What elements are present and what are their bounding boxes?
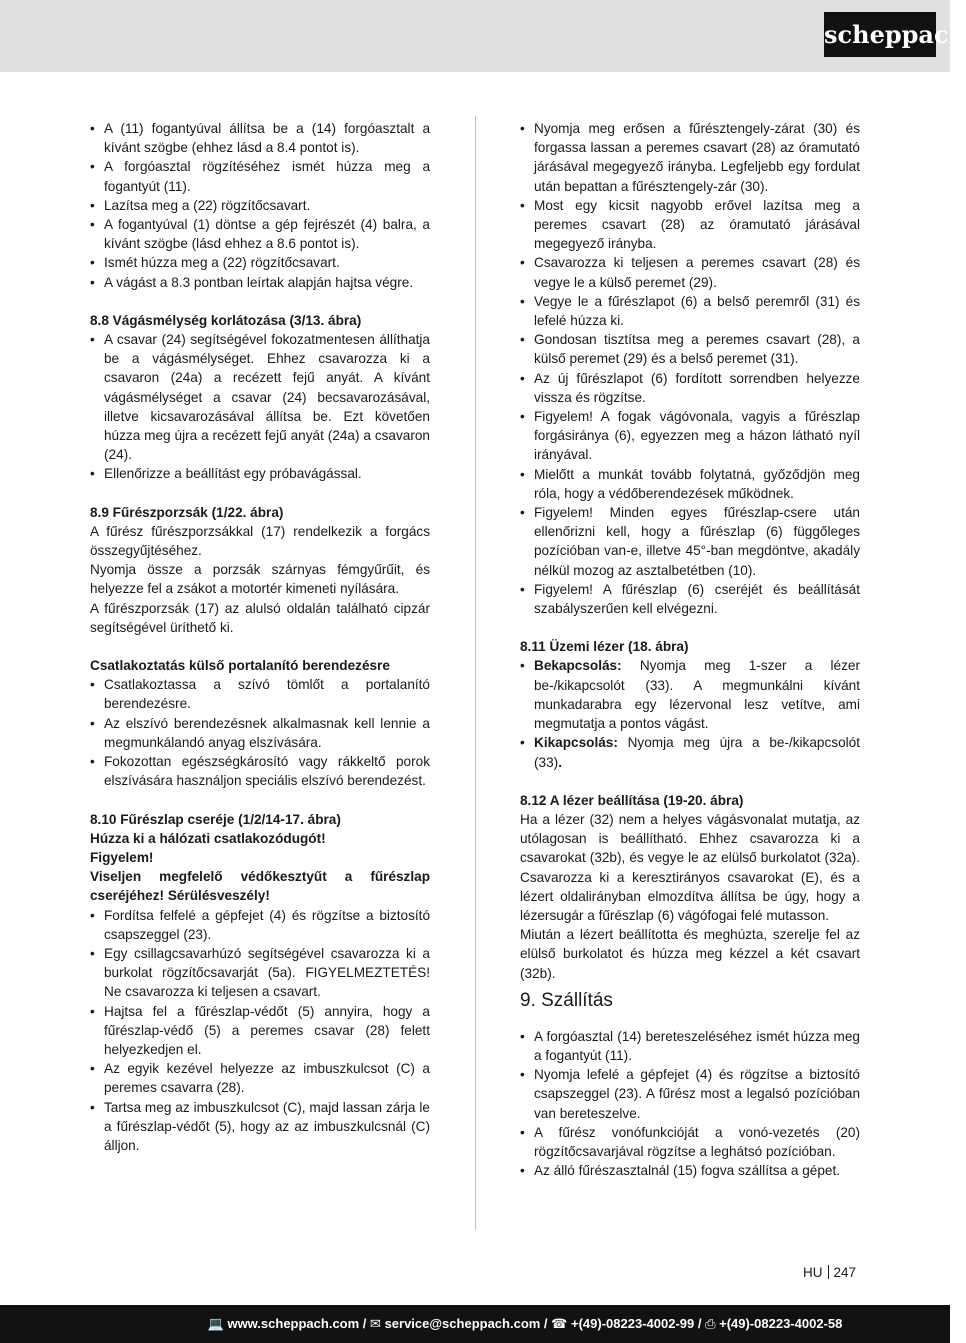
footer-email[interactable]: service@scheppach.com / [384, 1316, 548, 1331]
paragraph: Ha a lézer (32) nem a helyes vágásvonalat mutatja, az utólagosan is beállítható. Ehhez csavarozza ki a csavarokat (32b), és vegye le az elülső burkolatot (32a). Csavarozza ki a keresztirányos csavarokat (E), és a lézert oldalirányban elmozdítva állítsa be úgy, hogy a lézersugár a fűrészlap (6) vágófogai felé mutasson. [520, 811, 860, 923]
bullet-item: • A forgóasztal (14) bereteszeléséhez ismét húzza meg a fogantyút (11). [520, 1027, 860, 1065]
bullet-item: • Az új fűrészlapot (6) fordított sorrendben helyezze vissza és rögzítse. [520, 369, 860, 407]
laser-off-end: . [558, 754, 562, 770]
laser-on-item [520, 656, 860, 733]
bullet-item: • A csavar (24) segítségével fokozatmentesen állíthatja be a vágásmélységet. Ehhez csavarozza ki a csavaron (24a) a recézett fejű anyát. A kívánt vágásmélységet a csavar (24) becsavarozásával, illetve kicsavarozásával állítsa be. Ezt követően húzza meg újra a recézett fejű anyát (24a) a csavaron (24). [90, 330, 430, 464]
section-8-10-list [90, 906, 430, 1156]
bullet-item: • Figyelem! Minden egyes fűrészlap-csere után ellenőrizni kell, hogy a fűrészlap (6) függőleges pozícióban van-e, illetve 45°-ban megdöntve, akadály nélkül mozog az asztalbetétben (10). [520, 503, 860, 580]
footer-bar [0, 1305, 950, 1343]
bullet-item: • Figyelem! A fűrészlap (6) cseréjét és beállítását szabályszerűen kell elvégezni. [520, 580, 860, 618]
column-divider [475, 116, 476, 1230]
bullet-item: • Ismét húzza meg a (22) rögzítőcsavart. [90, 253, 430, 272]
footer-phone: +(49)-08223-4002-99 / [571, 1316, 702, 1331]
bullet-item: • Hajtsa fel a fűrészlap-védőt (5) annyira, hogy a fűrészlap-védő (5) a peremes csavar (28) felett helyezkedjen el. [90, 1002, 430, 1060]
footer-website[interactable]: www.scheppach.com / [227, 1316, 367, 1331]
bullet-item: • A vágást a 8.3 pontban leírtak alapján hajtsa végre. [90, 273, 430, 292]
laser-off-item [520, 733, 860, 771]
bullet-item: • A (11) fogantyúval állítsa be a (14) forgóasztalt a kívánt szögbe (ehhez lásd a 8.4 pontot is). [90, 119, 430, 157]
laser-on-text: Nyomja meg 1-szer a lézer be-/kikapcsolót (33). A megmunkálni kívánt munkadarabra egy lézervonal lesz vetítve, ami megmutatja a pontos vágást. [534, 658, 860, 732]
section-8-9-text [90, 522, 430, 637]
chapter-9-list [520, 1027, 860, 1181]
bullet-item: • Csavarozza ki teljesen a peremes csavart (28) és vegye le a külső peremet (29). [520, 253, 860, 291]
bullet-item: • Vegye le a fűrészlapot (6) a belső peremről (31) és lefelé húzza ki. [520, 292, 860, 330]
dust-extraction-title: Csatlakoztatás külső portalanító berendezésre [90, 658, 390, 674]
mail-icon: ✉ [370, 1316, 381, 1331]
section-8-11-title: 8.11 Üzemi lézer (18. ábra) [520, 639, 689, 655]
bullet-item: • Tartsa meg az imbuszkulcsot (C), majd lassan zárja le a fűrészlap-védőt (5), hogy az az imbuszkulcsnál (C) álljon. [90, 1098, 430, 1156]
computer-icon: 💻 [207, 1316, 224, 1331]
left-column [90, 119, 430, 1155]
bullet-item: • Csatlakoztassa a szívó tömlőt a portalanító berendezésre. [90, 675, 430, 713]
section-8-12-title: 8.12 A lézer beállítása (19-20. ábra) [520, 792, 744, 808]
dust-extraction-list [90, 675, 430, 790]
right-column [520, 119, 860, 1180]
page-separator [828, 1265, 829, 1279]
paragraph: Miután a lézert beállította és meghúzta, szerelje fel az elülső burkolatot és húzza meg kézzel a két csavart (32b). [520, 927, 860, 981]
unplug-warning: Húzza ki a hálózati csatlakozódugót! [90, 830, 326, 846]
section-8-9-title: 8.9 Fűrészporzsák (1/22. ábra) [90, 504, 284, 520]
laser-on-label: Bekapcsolás: [534, 658, 622, 674]
bullet-item: • Mielőtt a munkát tovább folytatná, győződjön meg róla, hogy a védőberendezések működnek. [520, 465, 860, 503]
chapter-9-title: 9. Szállítás [520, 989, 613, 1011]
bullet-item: • Gondosan tisztítsa meg a peremes csavart (28), a külső peremet (29) és a belső peremet (31). [520, 330, 860, 368]
bullet-item: • A forgóasztal rögzítéséhez ismét húzza meg a fogantyút (11). [90, 157, 430, 195]
header-band [0, 0, 950, 72]
bullet-item: • Nyomja lefelé a gépfejet (4) és rögzítse a biztosító csapszeggel (23). A fűrész most a legalsó pozícióban van bereteszelve. [520, 1065, 860, 1123]
page-lang: HU [803, 1265, 823, 1280]
paragraph: A fűrészporzsák (17) az alulsó oldalán található cipzár segítségével üríthető ki. [90, 600, 430, 635]
scheppach-logo: scheppach [824, 12, 936, 57]
bullet-item: • Fokozottan egészségkárosító vagy rákkeltő porok elszívására használjon speciális elszívó berendezést. [90, 752, 430, 790]
bullet-item: • A fogantyúval (1) döntse a gép fejrészét (4) balra, a kívánt szögbe (lásd ehhez a 8.6 pontot is). [90, 215, 430, 253]
bullet-item: • Ellenőrizze a beállítást egy próbavágással. [90, 464, 430, 483]
bullet-item: • Most egy kicsit nagyobb erővel lazítsa meg a peremes csavart (28) az óramutató járásával megegyező irányba. [520, 196, 860, 254]
attention-label: Figyelem! [90, 849, 154, 865]
laser-off-label: Kikapcsolás: [534, 735, 618, 751]
page-number-value: 247 [833, 1265, 857, 1280]
bullet-item: • Lazítsa meg a (22) rögzítőcsavart. [90, 196, 430, 215]
intro-bullet-list [90, 119, 430, 292]
bullet-item: • Figyelem! A fogak vágóvonala, vagyis a fűrészlap forgásiránya (6), egyezzen meg a házon látható nyíl irányával. [520, 407, 860, 465]
bullet-item: • Az álló fűrészasztalnál (15) fogva szállítsa a gépet. [520, 1161, 860, 1180]
fax-icon: ⎙ [705, 1316, 716, 1331]
section-8-12-text [520, 810, 860, 983]
section-8-8-title: 8.8 Vágásmélység korlátozása (3/13. ábra) [90, 312, 362, 328]
blade-change-list [520, 119, 860, 618]
bullet-item: • A fűrész vonófunkcióját a vonó-vezetés (20) rögzítőcsavarjával rögzítse a leghátsó pozícióban. [520, 1123, 860, 1161]
footer-fax: +(49)-08223-4002-58 [719, 1316, 843, 1331]
bullet-item: • Az elszívó berendezésnek alkalmasnak kell lennie a megmunkálandó anyag elszívására. [90, 714, 430, 752]
phone-icon: ☎ [551, 1316, 568, 1331]
bullet-item: • Az egyik kezével helyezze az imbuszkulcsot (C) a peremes csavarra (28). [90, 1059, 430, 1097]
gloves-warning: Viseljen megfelelő védőkesztyűt a fűrészlap cseréjéhez! Sérülésveszély! [90, 869, 430, 904]
paragraph: A fűrész fűrészporzsákkal (17) rendelkezik a forgács összegyűjtéséhez. [90, 523, 430, 559]
page-number [803, 1265, 856, 1281]
bullet-item: • Fordítsa felfelé a gépfejet (4) és rögzítse a biztosító csapszeggel (23). [90, 906, 430, 944]
bullet-item: • Egy csillagcsavarhúzó segítségével csavarozza ki a burkolat rögzítőcsavarját (5a). FIGYELMEZTETÉS! Ne csavarozza ki teljesen a csavart. [90, 944, 430, 1002]
section-8-10-title: 8.10 Fűrészlap cseréje (1/2/14-17. ábra) [90, 811, 341, 827]
laser-off-text: Nyomja meg újra a be-/kikapcsolót (33) [534, 735, 860, 770]
paragraph: Nyomja össze a porzsák szárnyas fémgyűrűit, és helyezze fel a zsákot a motortér kimeneti nyílására. [90, 562, 430, 597]
bullet-item: • Nyomja meg erősen a fűrésztengely-zárat (30) és forgassa lassan a peremes csavart (28) az óramutató járásával megegyező irányba. Legfeljebb egy fordulat után bepattan a fűrésztengely-zár (30). [520, 119, 860, 196]
section-8-8-list [90, 330, 430, 484]
